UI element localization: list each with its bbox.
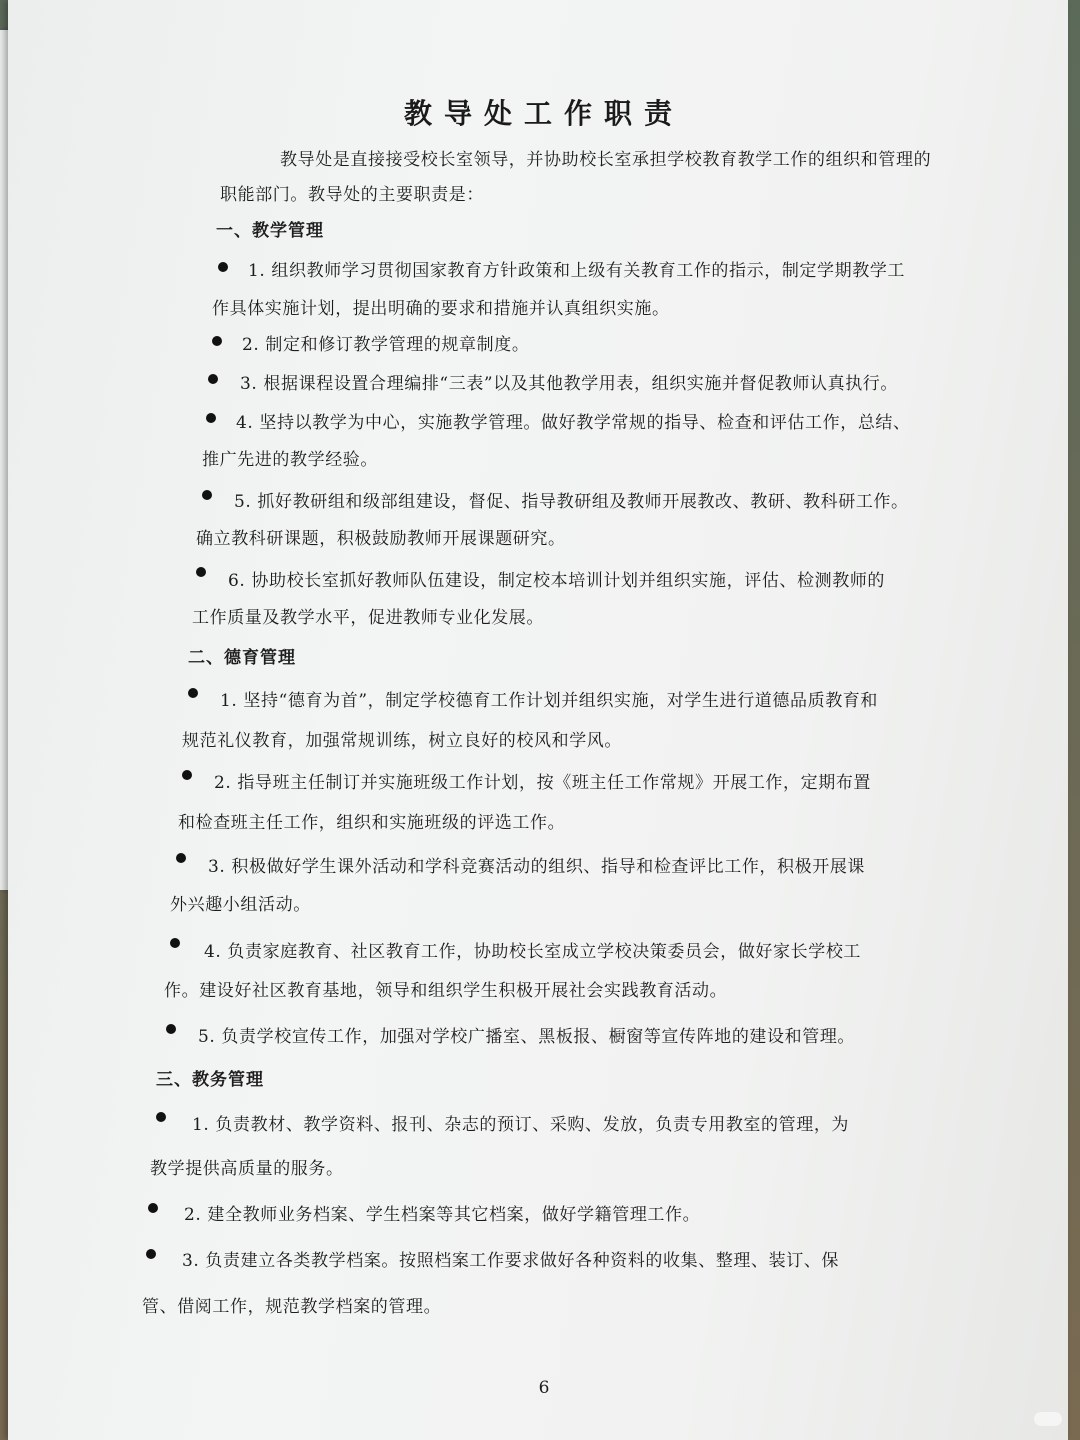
section1-item6-line2: 工作质量及教学水平，促进教师专业化发展。 xyxy=(192,608,544,628)
section2-item3-line1: 3. 积极做好学生课外活动和学科竞赛活动的组织、指导和检查评比工作，积极开展课 xyxy=(208,857,866,877)
bullet-icon xyxy=(176,853,186,863)
section2-item3-line2: 外兴趣小组活动。 xyxy=(170,895,311,915)
bullet-icon xyxy=(218,262,228,272)
section3-item3-line2: 管、借阅工作，规范教学档案的管理。 xyxy=(142,1297,442,1317)
section1-item1-line1: 1. 组织教师学习贯彻国家教育方针政策和上级有关教育工作的指示，制定学期教学工 xyxy=(248,261,906,281)
section3-item3-line1: 3. 负责建立各类教学档案。按照档案工作要求做好各种资料的收集、整理、装订、保 xyxy=(182,1251,840,1271)
bullet-icon xyxy=(206,413,216,423)
bullet-icon xyxy=(166,1024,176,1034)
bullet-icon xyxy=(196,567,206,577)
section-heading-teaching: 一、教学管理 xyxy=(216,221,324,241)
section1-item1-line2: 作具体实施计划，提出明确的要求和措施并认真组织实施。 xyxy=(212,299,670,319)
section1-item4-line2: 推广先进的教学经验。 xyxy=(202,450,378,470)
section2-item1-line1: 1. 坚持“德育为首”，制定学校德育工作计划并组织实施，对学生进行道德品质教育和 xyxy=(220,691,879,711)
section1-item6-line1: 6. 协助校长室抓好教师队伍建设，制定校本培训计划并组织实施，评估、检测教师的 xyxy=(228,571,886,591)
section2-item4-line1: 4. 负责家庭教育、社区教育工作，协助校长室成立学校决策委员会，做好家长学校工 xyxy=(204,942,862,962)
page-title: 教导处工作职责 xyxy=(403,97,684,130)
bullet-icon xyxy=(202,490,212,500)
section2-item2-line2: 和检查班主任工作，组织和实施班级的评选工作。 xyxy=(178,813,566,833)
bullet-icon xyxy=(156,1112,166,1122)
section1-item3-line1: 3. 根据课程设置合理编排“三表”以及其他教学用表，组织实施并督促教师认真执行。 xyxy=(240,374,899,394)
bullet-icon xyxy=(208,374,218,384)
bullet-icon xyxy=(188,688,198,698)
section1-item5-line2: 确立教科研课题，积极鼓励教师开展课题研究。 xyxy=(196,529,566,549)
page-number: 6 xyxy=(538,1378,550,1398)
section-heading-moral: 二、德育管理 xyxy=(188,648,296,668)
bullet-icon xyxy=(182,770,192,780)
section2-item2-line1: 2. 指导班主任制订并实施班级工作计划，按《班主任工作常规》开展工作，定期布置 xyxy=(214,773,872,793)
section1-item5-line1: 5. 抓好教研组和级部组建设，督促、指导教研组及教师开展教改、教研、教科研工作。 xyxy=(234,492,909,512)
section-heading-academic-affairs: 三、教务管理 xyxy=(156,1070,264,1090)
section2-item5-line1: 5. 负责学校宣传工作，加强对学校广播室、黑板报、橱窗等宣传阵地的建设和管理。 xyxy=(198,1027,856,1047)
bullet-icon xyxy=(146,1249,156,1259)
watermark-icon xyxy=(1034,1412,1062,1426)
section2-item1-line2: 规范礼仪教育，加强常规训练，树立良好的校风和学风。 xyxy=(182,731,622,751)
intro-line-2: 职能部门。教导处的主要职责是： xyxy=(220,185,484,205)
bullet-icon xyxy=(148,1203,158,1213)
intro-line-1: 教导处是直接接受校长室领导，并协助校长室承担学校教育教学工作的组织和管理的 xyxy=(280,150,932,170)
section1-item4-line1: 4. 坚持以教学为中心，实施教学管理。做好教学常规的指导、检查和评估工作，总结、 xyxy=(236,413,911,433)
section3-item2-line1: 2. 建全教师业务档案、学生档案等其它档案，做好学籍管理工作。 xyxy=(184,1205,701,1225)
section3-item1-line2: 教学提供高质量的服务。 xyxy=(150,1159,344,1179)
section3-item1-line1: 1. 负责教材、教学资料、报刊、杂志的预订、采购、发放，负责专用教室的管理，为 xyxy=(192,1115,850,1135)
section2-item4-line2: 作。建设好社区教育基地，领导和组织学生积极开展社会实践教育活动。 xyxy=(164,981,728,1001)
section1-item2-line1: 2. 制定和修订教学管理的规章制度。 xyxy=(242,335,530,355)
bullet-icon xyxy=(212,336,222,346)
bullet-icon xyxy=(170,938,180,948)
document-page xyxy=(8,0,1068,1440)
